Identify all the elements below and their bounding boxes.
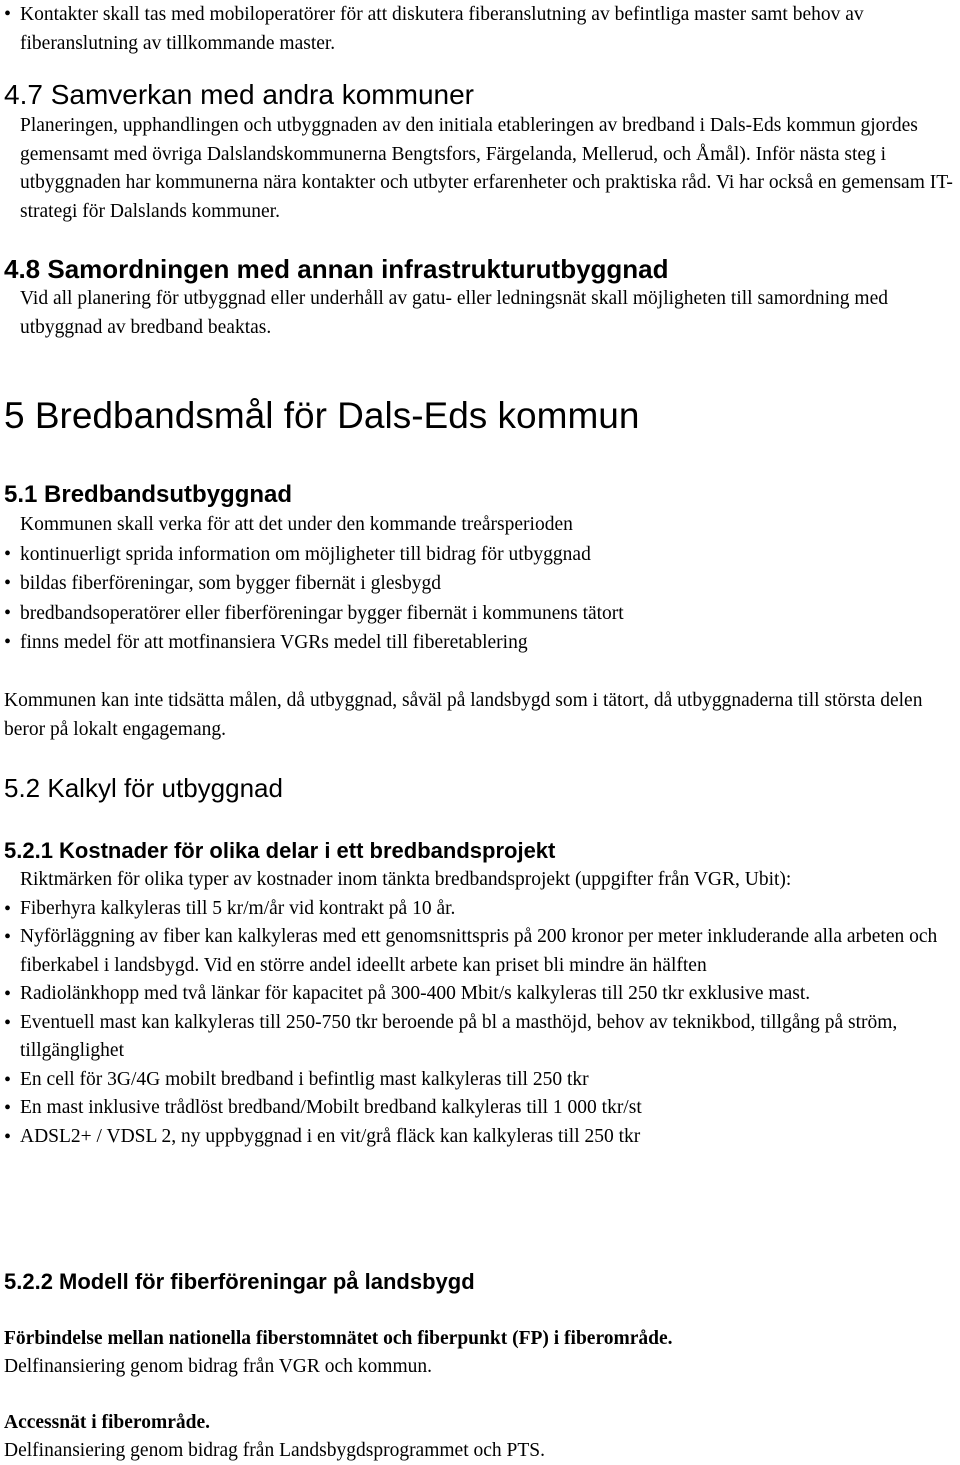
section-5-1-heading: 5.1 Bredbandsutbyggnad <box>4 481 293 508</box>
section-5-2 <box>4 772 954 804</box>
intro-bullet: • Kontakter skall tas med mobiloperatörer för att diskutera fiberanslutning av befintliga master samt behov av fiberanslutning av tillkommande master. <box>4 0 954 58</box>
section-5-2-2-p1-title: Förbindelse mellan nationella fiberstomnätet och fiberpunkt (FP) i fiberområde. <box>4 1328 673 1349</box>
list-item: • Nyförläggning av fiber kan kalkyleras med ett genomsnittspris på 200 kronor per meter inkluderande alla arbeten och fiberkabel i landsbygd. Vid en större andel ideellt arbete kan priset bli mindre än hälften <box>4 923 954 980</box>
section-5-1-bullets <box>4 540 954 658</box>
section-5-2-1-bullets <box>4 895 954 1152</box>
section-5-2-2-heading: 5.2.2 Modell för fiberföreningar på landsbygd <box>4 1269 475 1294</box>
section-5-2-2-p2-title: Accessnät i fiberområde. <box>4 1412 210 1433</box>
list-item: • Fiberhyra kalkyleras till 5 kr/m/år vid kontrakt på 10 år. <box>4 895 954 924</box>
intro-bullet-list <box>4 0 954 58</box>
section-5-heading: 5 Bredbandsmål för Dals-Eds kommun <box>4 395 640 436</box>
list-item: • kontinuerligt sprida information om möjligheter till bidrag för utbyggnad <box>4 540 954 570</box>
section-5-1-intro: Kommunen skall verka för att det under den kommande treårsperioden <box>20 514 573 535</box>
section-5-2-2 <box>4 1267 954 1297</box>
section-5-2-1-heading: 5.2.1 Kostnader för olika delar i ett bredbandsprojekt <box>4 838 556 863</box>
list-item: • En cell för 3G/4G mobilt bredband i befintlig mast kalkyleras till 250 tkr <box>4 1066 954 1095</box>
section-4-8-heading: 4.8 Samordningen med annan infrastrukturutbyggnad <box>4 254 669 284</box>
section-5-2-2-p2-text: Delfinansiering genom bidrag från Landsbygdsprogrammet och PTS. <box>4 1440 546 1461</box>
list-item: • finns medel för att motfinansiera VGRs medel till fiberetablering <box>4 628 954 658</box>
list-item: • bredbandsoperatörer eller fiberföreningar bygger fibernät i kommunens tätort <box>4 599 954 629</box>
section-5-2-2-p1 <box>4 1325 954 1381</box>
section-5-1-outro: Kommunen kan inte tidsätta målen, då utbyggnad, såväl på landsbygd som i tätort, då utbyggnaderna till största delen beror på lokalt engagemang. <box>4 690 923 740</box>
list-item: • Eventuell mast kan kalkyleras till 250-750 tkr beroende på bl a masthöjd, behov av teknikbod, tillgång på ström, tillgänglighet <box>4 1009 954 1066</box>
intro-bullet-block <box>4 0 954 58</box>
section-5-2-heading: 5.2 Kalkyl för utbyggnad <box>4 773 283 803</box>
section-4-8-text: Vid all planering för utbyggnad eller underhåll av gatu- eller ledningsnät skall möjligheten till samordning med utbyggnad av bredband beaktas. <box>20 288 888 338</box>
section-4-7-text: Planeringen, upphandlingen och utbyggnaden av den initiala etableringen av bredband i Dals-Eds kommun gjordes gemensamt med övriga Dalslandskommunerna Bengtsfors, Färgelanda, Mellerud, och Åmål). Inför nästa steg i utbyggnaden har kommunerna nära kontakter och utbyter erfarenheter och praktiska råd. Vi har också en gemensam IT-strategi för Dalslands kommuner. <box>20 115 953 222</box>
section-4-8 <box>4 253 954 342</box>
section-5-1-outro-block <box>4 687 954 744</box>
section-5-1 <box>4 480 954 658</box>
section-5-2-1-intro: Riktmärken för olika typer av kostnader inom tänkta bredbandsprojekt (uppgifter från VGR, Ubit): <box>20 869 792 890</box>
section-4-7-heading: 4.7 Samverkan med andra kommuner <box>4 79 474 110</box>
section-5-2-2-p1-text: Delfinansiering genom bidrag från VGR och kommun. <box>4 1356 433 1377</box>
section-5-2-1 <box>4 836 954 1151</box>
list-item: • Radiolänkhopp med två länkar för kapacitet på 300-400 Mbit/s kalkyleras till 250 tkr exklusive mast. <box>4 980 954 1009</box>
list-item: • bildas fiberföreningar, som bygger fibernät i glesbygd <box>4 569 954 599</box>
list-item: • En mast inklusive trådlöst bredband/Mobilt bredband kalkyleras till 1 000 tkr/st <box>4 1094 954 1123</box>
section-5-2-2-p2 <box>4 1409 954 1465</box>
section-5 <box>4 393 954 439</box>
list-item: • ADSL2+ / VDSL 2, ny uppbyggnad i en vit/grå fläck kan kalkyleras till 250 tkr <box>4 1123 954 1152</box>
section-4-7 <box>4 78 954 226</box>
